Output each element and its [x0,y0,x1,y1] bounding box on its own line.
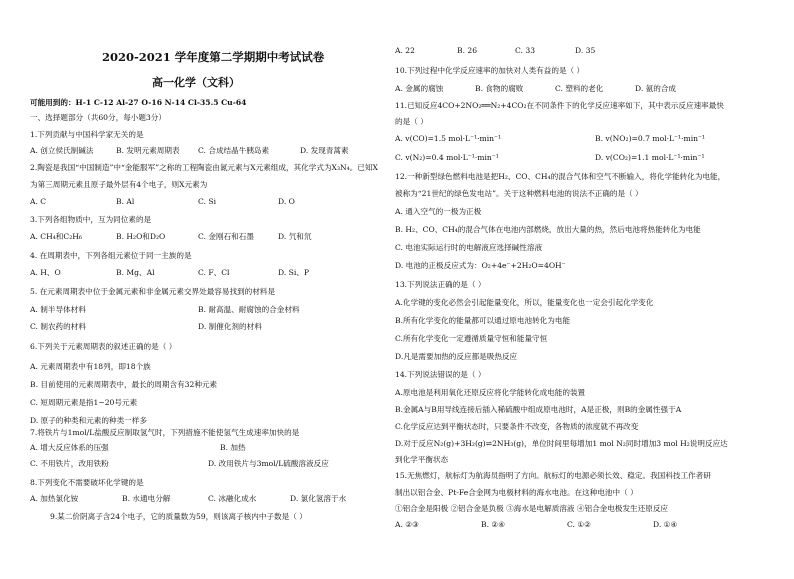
q14-option-a: A.原电池是利用氧化还原反应将化学能转化成电能的装置 [395,388,586,397]
q5-option-b: B. 耐高温、耐腐蚀的合金材料 [198,305,300,314]
q13-option-d: D.凡是需要加热的反应都是吸热反应 [395,352,518,361]
q6-option-d: D. 原子的种类和元素的种类一样多 [30,416,147,425]
q9-option-c: C. 33 [515,46,536,55]
question-15-line-1: 15.无焦燃灯，航标灯为航海员指明了方向。航标灯的电源必须长效、稳定。我国科技工作者研 [395,471,711,480]
q14-option-c: C.化学反应达到平衡状态时，只要条件不改变，各物质的浓度就不再改变 [395,422,639,431]
q7-option-d: D. 改用铁片与3mol/L硫酸溶液反应 [208,459,329,468]
q12-option-d: D. 电池的正极反应式为：O₂+4e⁻+2H₂O=4OH⁻ [395,261,566,270]
question-13: 13.下列说法正确的是（ ） [395,280,486,289]
q11-option-d: D. v(CO₂)=1.1 mol·L⁻¹·min⁻¹ [595,153,705,162]
q4-option-a: A. H、O [30,268,61,277]
q5-option-d: D. 制催化剂的材料 [198,322,262,331]
q13-option-a: A.化学键的变化必然会引起能量变化，所以，能量变化也一定会引起化学变化 [395,298,654,307]
q4-option-c: C. F、Cl [198,268,230,277]
q6-option-c: C. 短周期元素是指1~20号元素 [30,398,138,407]
q10-option-d: D. 氨的合成 [635,84,677,93]
q8-option-a: A. 加热氯化铵 [30,494,79,503]
q10-option-b: B. 食物的腐败 [475,84,524,93]
question-2-line-2: 为第三周期元素且原子最外层有4个电子，则X元素为 [30,180,208,189]
question-15-line-2: 制出以铝合金、Pt-Fe合金网为电极材料的海水电池。在这种电池中（ ） [395,488,638,497]
question-5: 5. 在元素周期表中位于金属元素和非金属元素交界处最容易找到的材料是 [30,287,276,296]
question-8: 8.下列变化不需要破坏化学键的是 [30,478,144,487]
q9-option-a: A. 22 [395,46,415,55]
q5-option-c: C. 制农药的材料 [30,322,86,331]
question-14: 14.下列说法错误的是（ ） [395,370,486,379]
q9-option-d: D. 35 [575,46,596,55]
question-4: 4. 在周期表中，下列各组元素位于同一主族的是 [30,251,192,260]
q2-option-a: A. C [30,197,47,206]
q2-option-c: C. Si [198,197,216,206]
q1-option-a: A. 创立侯氏制碱法 [30,146,94,155]
question-11-line-2: 的是（ ） [395,117,428,126]
q14-option-d-continued: 到化学平衡状态 [395,455,449,464]
exam-title: 2020-2021 学年度第二学期期中考试试卷 [102,50,325,64]
q14-option-b: B.金属A与B用导线连接后插入稀硫酸中组成原电池时，A是正极，则B的金属性强于A [395,405,682,414]
question-3: 3.下列各组物质中，互为同位素的是 [30,215,152,224]
q11-option-c: C. v(N₂)=0.4 mol·L⁻¹·min⁻¹ [395,153,499,162]
question-1: 1.下列贡献与中国科学家无关的是 [30,130,144,139]
q5-option-a: A. 制半导体材料 [30,305,86,314]
q8-option-d: D. 氯化氢溶于水 [290,494,347,503]
q3-option-b: B. H₂O和D₂O [116,232,166,241]
q6-option-a: A. 元素周期表中有18列，即18个族 [30,362,151,371]
q11-option-a: A. v(CO)=1.5 mol·L⁻¹·min⁻¹ [395,134,502,143]
q10-option-c: C. 塑料的老化 [555,84,604,93]
question-12-line-1: 12.一种新型绿色燃料电池是把H₂、CO、CH₄的混合气体和空气不断输入，将化学能转化为电能， [395,172,726,181]
q4-option-d: D. Si、P [278,268,309,277]
q1-option-c: C. 合成结晶牛胰岛素 [198,146,270,155]
q11-option-b: B. v(NO₂)=0.7 mol·L⁻¹·min⁻¹ [595,134,706,143]
question-2-line-1: 2.陶瓷是我国“中国制造”中“金能服军”之称的工程陶瓷由氮元素与X元素组成，其化学式为X₃N₄。已知X [30,163,378,172]
q8-option-c: C. 冰融化成水 [208,494,257,503]
q12-option-a: A. 通入空气的一极为正极 [395,207,482,216]
q15-option-d: D. ①④ [653,520,678,529]
q3-option-d: D. 氕和氘 [278,232,312,241]
q4-option-b: B. Mg、Al [116,268,155,277]
q7-option-a: A. 增大反应体系的压强 [30,443,109,452]
q6-option-b: B. 目前使用的元素周期表中，最长的周期含有32种元素 [30,380,218,389]
q15-option-a: A. ②③ [395,520,419,529]
q12-option-b: B. H₂、CO、CH₄的混合气体在电池内部燃烧，放出大量的热，然后电池将热能转化为电能 [395,225,701,234]
question-7: 7.将铁片与1mol/L盐酸反应制取氢气时，下列措施不能使氢气生成速率加快的是 [30,428,300,437]
atomic-mass-line: 可能用到的：H-1 C-12 Al-27 O-16 N-14 Cl-35.5 Cu-64 [30,98,247,107]
q1-option-d: D. 发现青蒿素 [300,146,349,155]
q12-option-c: C. 电池实际运行时的电解液应选择碱性溶液 [395,243,543,252]
question-6: 6.下列关于元素周期表的叙述正确的是（ ） [30,342,177,351]
q7-option-c: C. 不用铁片，改用铁粉 [30,459,109,468]
question-9: 9.某二价阴离子含24个电子，它的质量数为59，则该离子核内中子数是（ ） [50,512,307,521]
q8-option-b: B. 水通电分解 [122,494,171,503]
q15-option-c: C. ①② [567,520,591,529]
q3-option-c: C. 金刚石和石墨 [198,232,254,241]
exam-subtitle: 高一化学（文科） [152,76,240,89]
q15-option-b: B. ②④ [481,520,506,529]
q2-option-b: B. Al [116,197,135,206]
q13-option-b: B.所有化学变化的能量都可以通过原电池转化为电能 [395,316,571,325]
q1-option-b: B. 发明元素周期表 [116,146,180,155]
q10-option-a: A. 金属的腐蚀 [395,84,444,93]
question-10: 10.下列过程中化学反应速率的加快对人类有益的是（ ） [395,66,585,75]
q3-option-a: A. CH₄和C₂H₆ [30,232,82,241]
question-15-statements: ①铝合金是阳极 ②铝合金是负极 ③海水是电解质溶液 ④铝合金电极发生还原反应 [395,504,669,513]
q9-option-b: B. 26 [457,46,478,55]
question-12-line-2: 被称为“21世纪的绿色发电站”。关于这种燃料电池的说法不正确的是（ ） [395,189,643,198]
q2-option-d: D. O [278,197,295,206]
section-heading: 一、选择题部分（共60分，每小题3分） [30,113,166,122]
q13-option-c: C.所有化学变化一定遵循质量守恒和能量守恒 [395,334,548,343]
q7-option-b: B. 加热 [220,443,246,452]
question-11-line-1: 11.已知反应4CO+2NO₂══N₂+4CO₂在不同条件下的化学反应速率如下，其中表示反应速率最快 [395,101,724,110]
q14-option-d: D.对于反应N₂(g)+3H₂(g)⇌2NH₃(g)，单位时间里每增加1 mol N₂同时增加3 mol H₂说明反应达 [395,439,728,448]
